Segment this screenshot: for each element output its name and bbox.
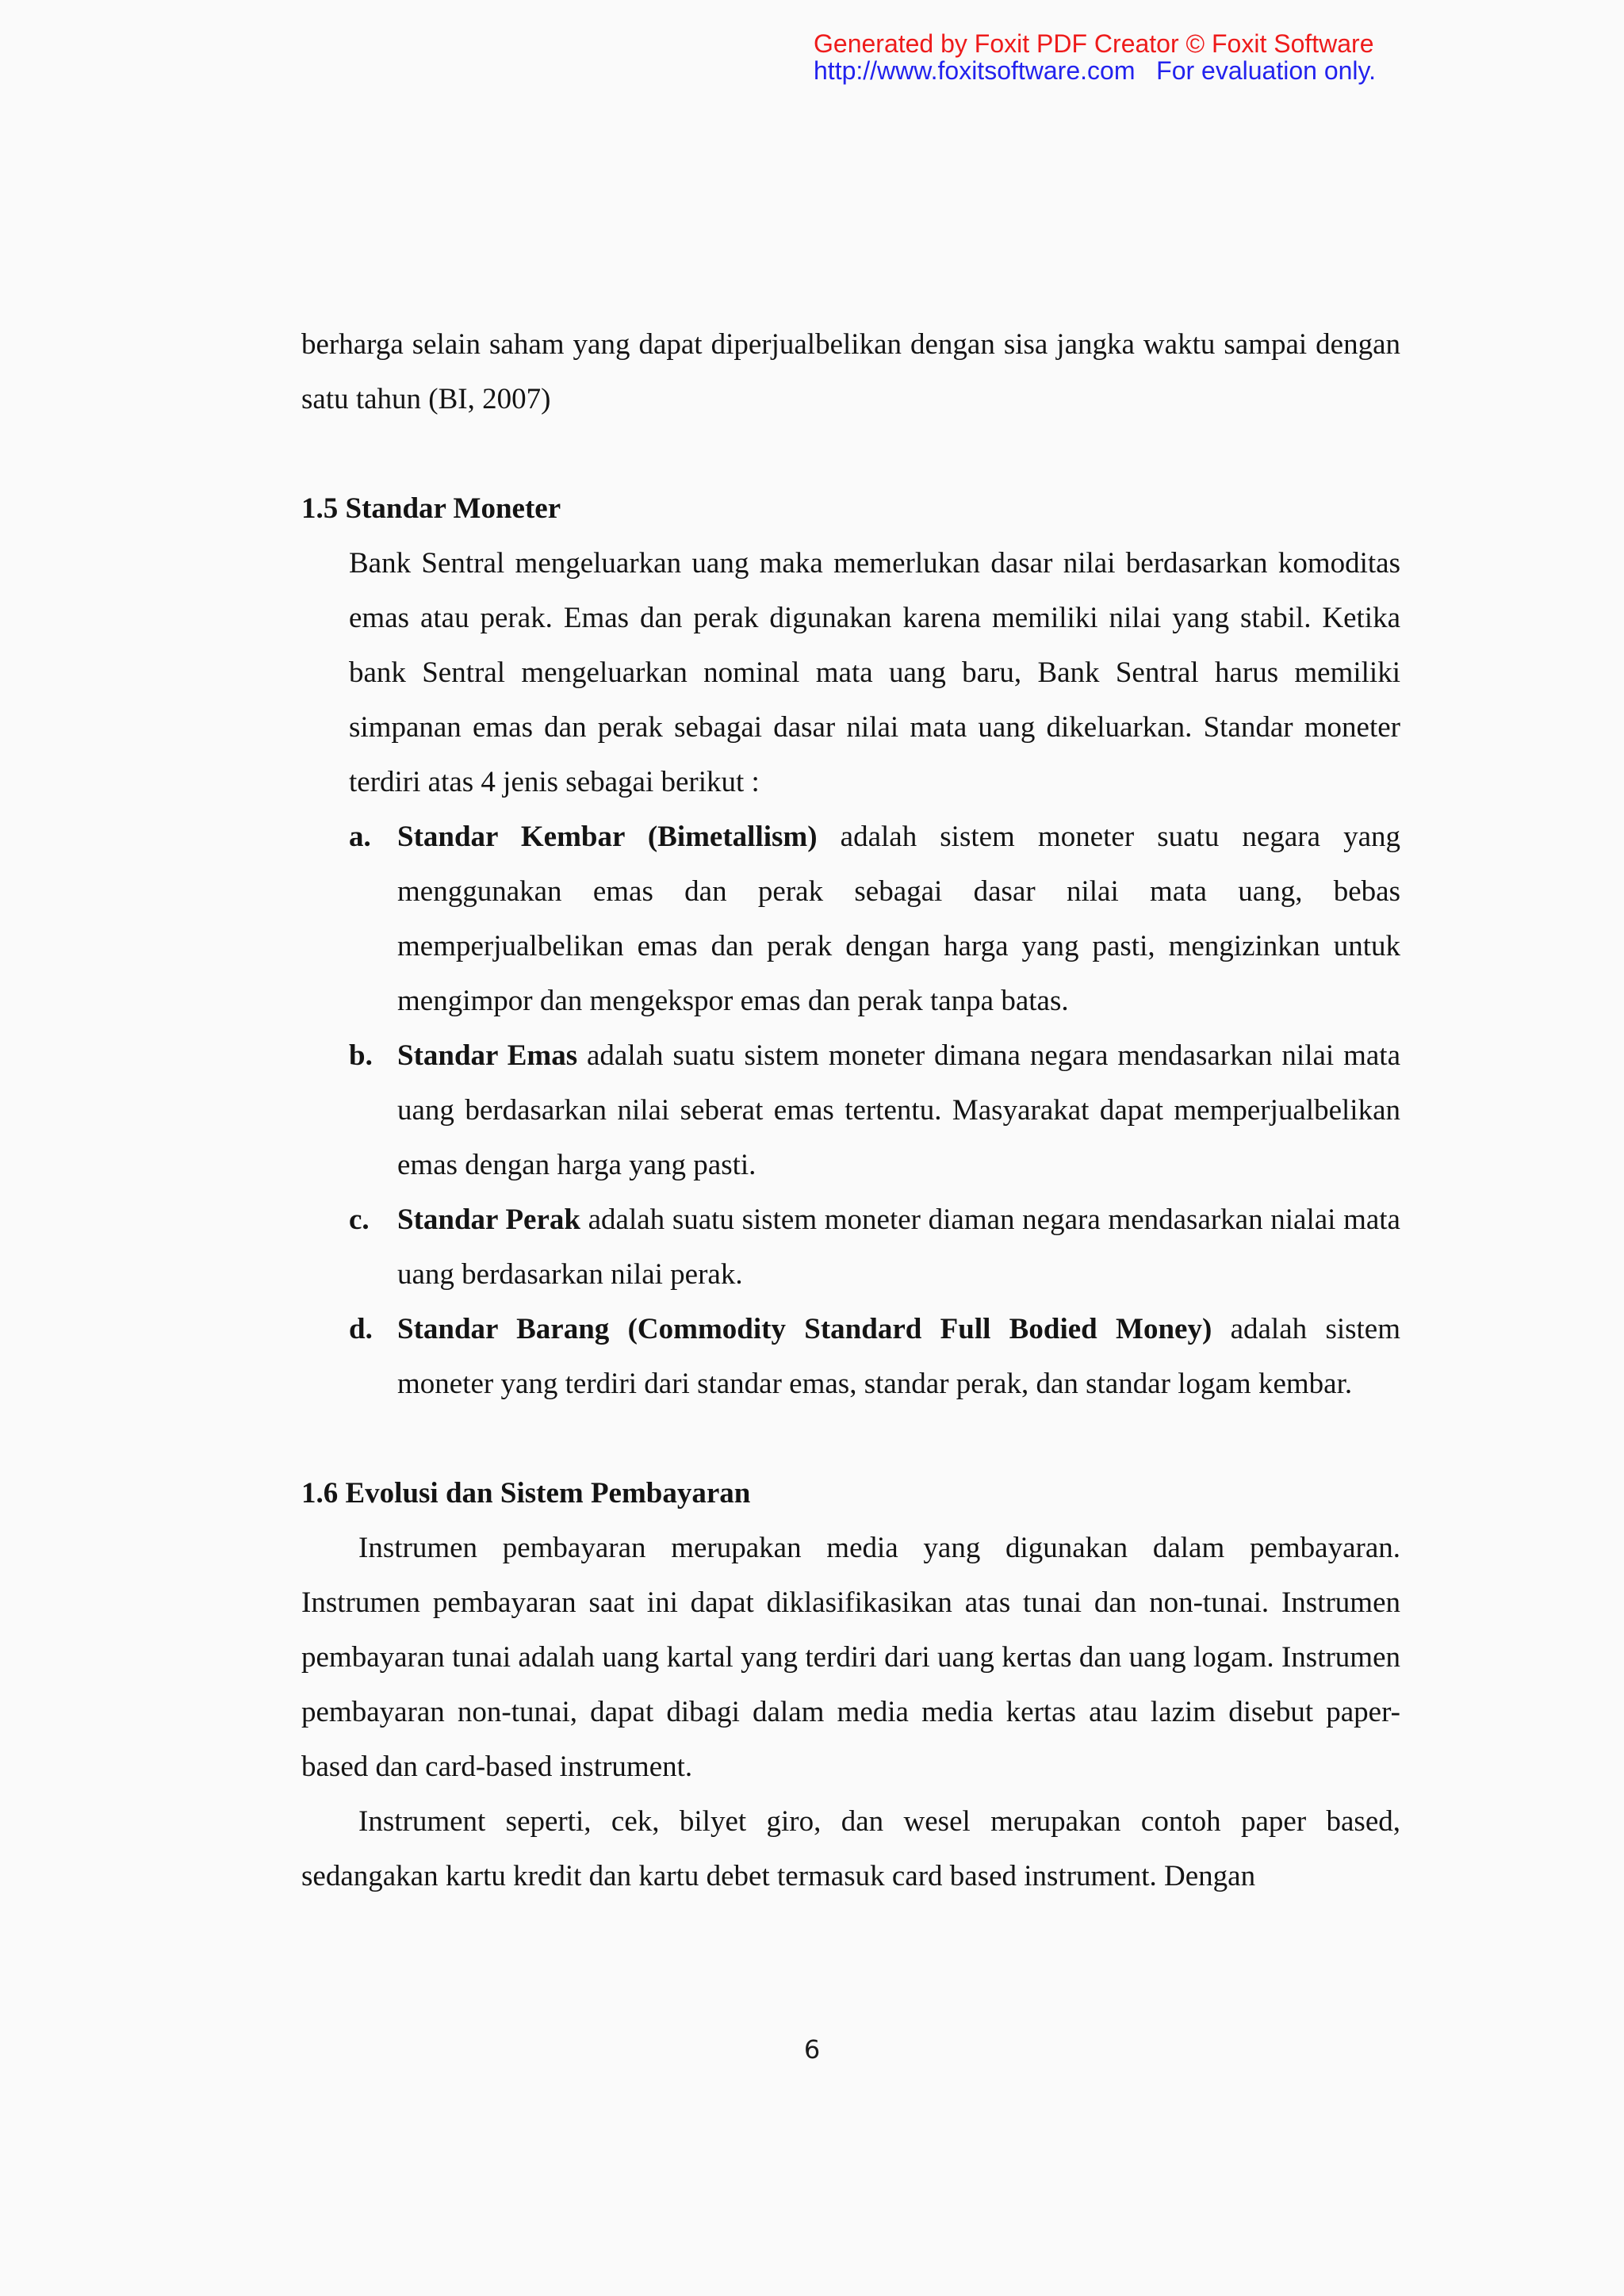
list-text: adalah sistem moneter yang terdiri dari standar emas, standar perak, dan standar logam kembar. [397, 1313, 1401, 1400]
section-1-6-paragraph: Instrument seperti, cek, bilyet giro, dan wesel merupakan contoh paper based, sedangakan kartu kredit dan kartu debet termasuk card based instrument. Dengan [301, 1805, 1400, 1892]
list-term: Standar Perak [397, 1203, 580, 1236]
list-marker: d. [349, 1313, 373, 1345]
standar-list [349, 809, 1400, 1411]
page-number: 6 [803, 2034, 821, 2064]
watermark-line2 [814, 57, 1448, 84]
watermark-url[interactable]: http://www.foxitsoftware.com [814, 56, 1136, 85]
watermark-line1: Generated by Foxit PDF Creator © Foxit Software [814, 29, 1374, 58]
page-content [301, 317, 1400, 1904]
list-text: adalah sistem moneter suatu negara yang menggunakan emas dan perak sebagai dasar nilai mata uang, bebas memperjualbelikan emas dan perak dengan harga yang pasti, mengizinkan untuk mengimpor dan mengekspor emas dan perak tanpa batas. [397, 821, 1400, 1017]
watermark-note: For evaluation only. [1156, 56, 1377, 85]
continuation-paragraph: berharga selain saham yang dapat diperjualbelikan dengan sisa jangka waktu sampai dengan satu tahun (BI, 2007) [301, 328, 1400, 415]
section-1-5-intro: Bank Sentral mengeluarkan uang maka memerlukan dasar nilai berdasarkan komoditas emas atau perak. Emas dan perak digunakan karena memiliki nilai yang stabil. Ketika bank Sentral mengeluarkan nominal mata uang baru, Bank Sentral harus memiliki simpanan emas dan perak sebagai dasar nilai mata uang dikeluarkan. Standar moneter terdiri atas 4 jenis sebagai berikut : [349, 547, 1400, 798]
section-heading-1-6: 1.6 Evolusi dan Sistem Pembayaran [301, 1477, 751, 1510]
list-text: adalah suatu sistem moneter dimana negara mendasarkan nilai mata uang berdasarkan nilai seberat emas tertentu. Masyarakat dapat memperjualbelikan emas dengan harga yang pasti. [397, 1039, 1400, 1181]
list-term: Standar Kembar (Bimetallism) [397, 821, 818, 853]
list-term: Standar Barang (Commodity Standard Full Bodied Money) [397, 1313, 1212, 1345]
list-item [349, 1192, 1400, 1302]
section-heading-1-5: 1.5 Standar Moneter [301, 492, 561, 525]
list-text: adalah suatu sistem moneter diaman negara mendasarkan nialai mata uang berdasarkan nilai perak. [397, 1203, 1400, 1291]
list-item [349, 809, 1400, 1028]
list-item [349, 1302, 1400, 1411]
foxit-watermark [814, 30, 1448, 84]
list-marker: c. [349, 1203, 370, 1236]
list-marker: b. [349, 1039, 373, 1072]
list-term: Standar Emas [397, 1039, 578, 1072]
list-marker: a. [349, 821, 371, 853]
list-item [349, 1028, 1400, 1192]
section-1-6-paragraph: Instrumen pembayaran merupakan media yang digunakan dalam pembayaran. Instrumen pembayaran saat ini dapat diklasifikasikan atas tunai dan non-tunai. Instrumen pembayaran tunai adalah uang kartal yang terdiri dari uang kertas dan uang logam. Instrumen pembayaran non-tunai, dapat dibagi dalam media media kertas atau lazim disebut paper-based dan card-based instrument. [301, 1532, 1400, 1783]
